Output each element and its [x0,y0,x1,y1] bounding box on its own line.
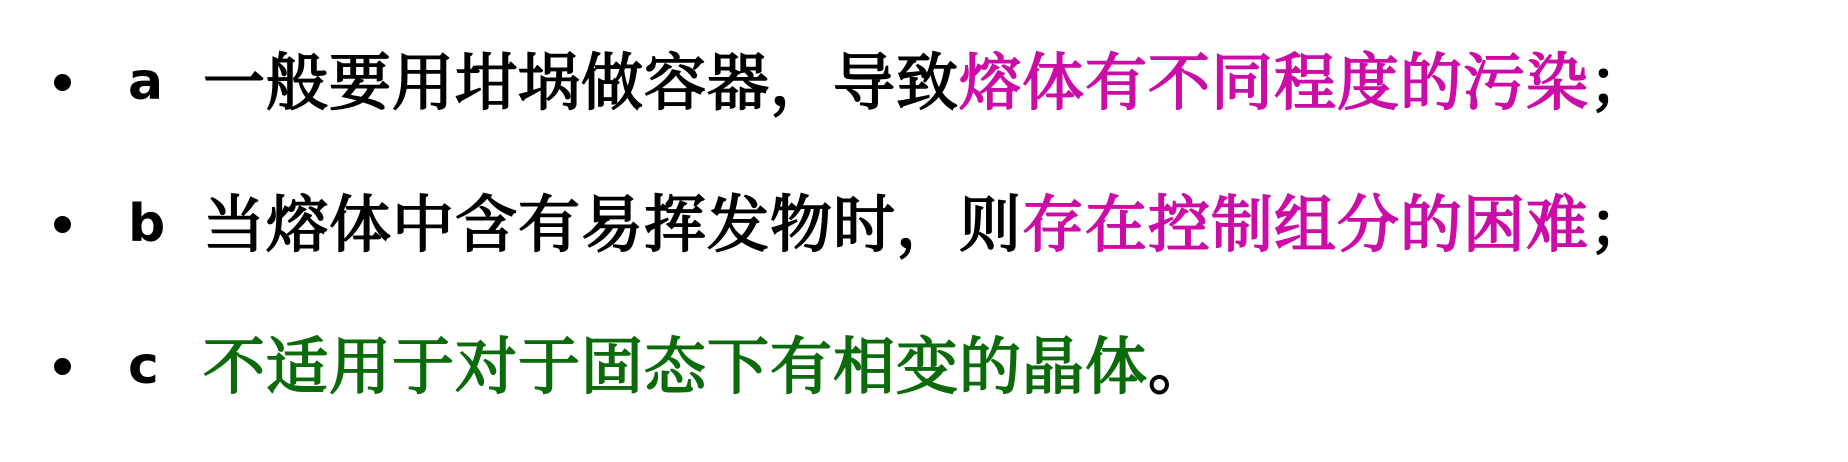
highlighted-text: 不适用于对于固态下有相变的晶体 [203,330,1149,403]
plain-text: 一般要用坩埚做容器，导致 [203,46,960,119]
item-letter: a [128,52,164,112]
item-text [203,47,1652,119]
list-item [0,38,1848,128]
bullet-dot-icon [54,216,71,233]
punctuation: 。 [1148,330,1212,403]
highlighted-text: 熔体有不同程度的污染 [959,46,1590,119]
bullet-dot-icon [54,358,71,375]
punctuation: ； [1589,46,1653,119]
item-letter: c [128,336,159,396]
list-item [0,322,1848,412]
item-letter: b [128,194,166,254]
highlighted-text: 存在控制组分的困难 [1022,188,1590,261]
list-item [0,180,1848,270]
punctuation: ； [1589,188,1653,261]
plain-text: 当熔体中含有易挥发物时，则 [203,188,1023,261]
bullet-dot-icon [54,74,71,91]
item-text [203,331,1211,403]
item-text [203,189,1652,261]
